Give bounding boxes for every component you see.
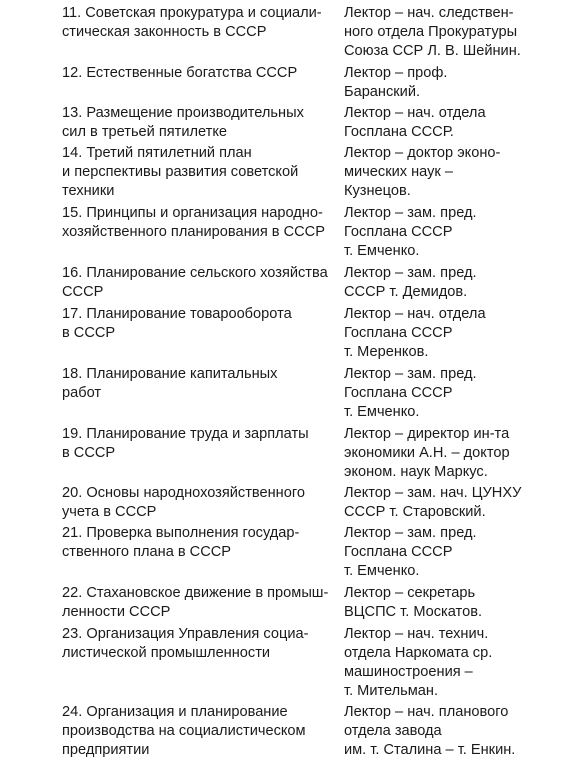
lecture-topic: 14. Третий пятилетний план и перспективы развития советской техники [62, 145, 299, 199]
lecture-lector: Лектор – нач. отдела Госплана СССР т. Меренков. [344, 306, 486, 360]
lecture-lector: Лектор – зам. нач. ЦУНХУ СССР т. Старовский. [344, 485, 522, 520]
lecture-lector: Лектор – секретарь ВЦСПС т. Москатов. [344, 585, 483, 620]
lecture-topic: 12. Естественные богатства СССР [62, 65, 298, 81]
lecture-lector: Лектор – нач. следствен- ного отдела Прокуратуры Союза ССР Л. В. Шейнин. [344, 5, 521, 59]
lecture-lector: Лектор – проф. Баранский. [344, 65, 448, 100]
lecture-lector: Лектор – зам. пред. СССР т. Демидов. [344, 265, 477, 300]
lecture-topic: 24. Организация и планирование производства на социалистическом предприятии [62, 704, 306, 758]
lecture-topic: 15. Принципы и организация народно- хозяйственного планирования в СССР [62, 205, 325, 240]
lecture-topic: 22. Стахановское движение в промыш- ленности СССР [62, 585, 329, 620]
lecture-lector: Лектор – директор ин-та экономики А.Н. – доктор эконом. наук Маркус. [344, 426, 510, 480]
lecture-lector: Лектор – доктор эконо- мических наук – Кузнецов. [344, 145, 501, 199]
lecture-lector: Лектор – зам. пред. Госплана СССР т. Емченко. [344, 525, 477, 579]
lecture-topic: 16. Планирование сельского хозяйства СССР [62, 265, 328, 300]
lecture-topic: 13. Размещение производительных сил в третьей пятилетке [62, 105, 304, 140]
lecture-lector: Лектор – нач. отдела Госплана СССР. [344, 105, 486, 140]
lecture-topic: 11. Советская прокуратура и социали- стическая законность в СССР [62, 5, 322, 40]
lecture-topic: 19. Планирование труда и зарплаты в СССР [62, 426, 309, 461]
lecture-topic: 21. Проверка выполнения государ- ственного плана в СССР [62, 525, 300, 560]
lecture-lector: Лектор – нач. технич. отдела Наркомата ср. машиностроения – т. Мительман. [344, 626, 493, 699]
lecture-topic: 18. Планирование капитальных работ [62, 366, 278, 401]
lecture-topic: 23. Организация Управления социа- листической промышленности [62, 626, 309, 661]
lecture-lector: Лектор – зам. пред. Госплана СССР т. Емченко. [344, 366, 477, 420]
lecture-lector: Лектор – зам. пред. Госплана СССР т. Емченко. [344, 205, 477, 259]
lecture-lector: Лектор – нач. планового отдела завода им. т. Сталина – т. Енкин. [344, 704, 516, 758]
lecture-topic: 20. Основы народнохозяйственного учета в СССР [62, 485, 305, 520]
lecture-topic: 17. Планирование товарооборота в СССР [62, 306, 292, 341]
